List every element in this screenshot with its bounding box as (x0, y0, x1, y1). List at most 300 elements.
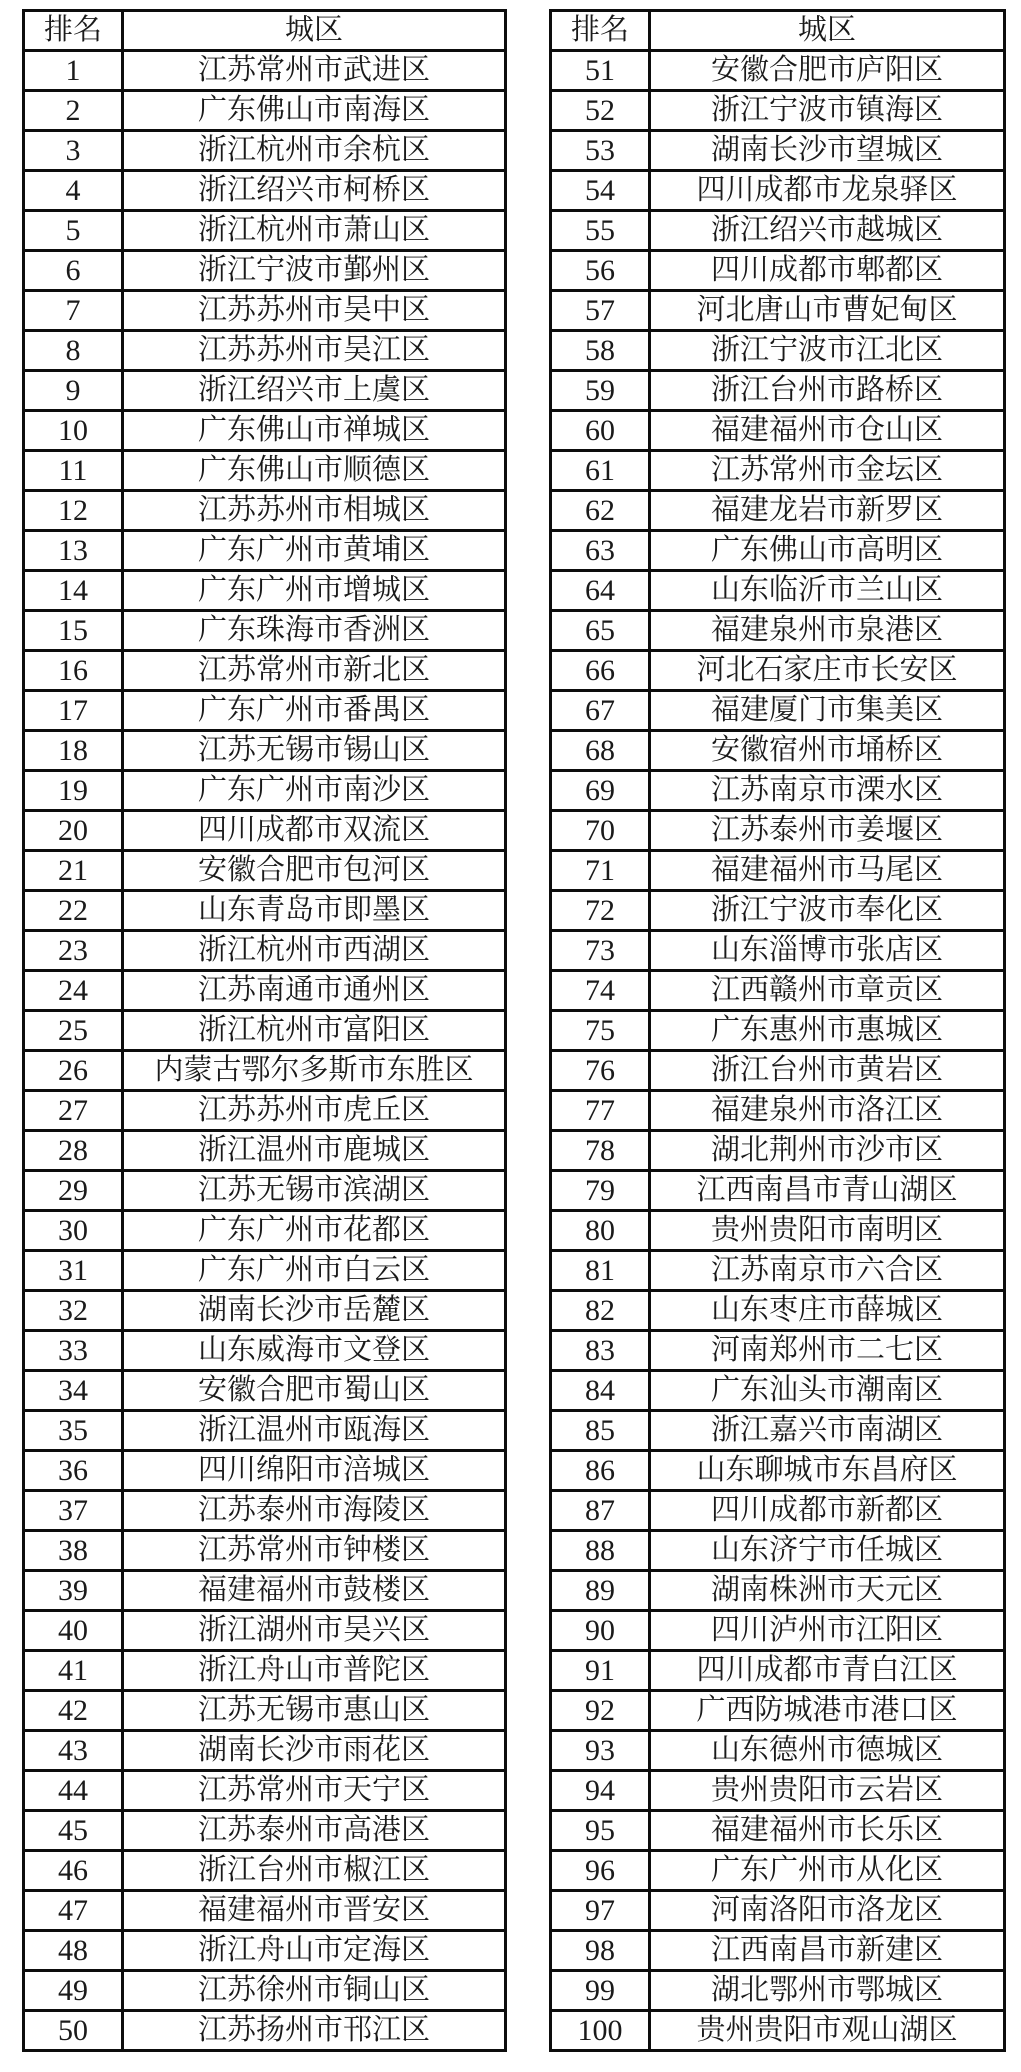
district-cell: 江苏南京市溧水区 (650, 771, 1005, 811)
rank-cell: 28 (24, 1131, 123, 1171)
district-cell: 浙江温州市鹿城区 (123, 1131, 506, 1171)
rank-cell: 88 (551, 1531, 650, 1571)
table-row (551, 651, 1005, 691)
district-cell: 福建泉州市泉港区 (650, 611, 1005, 651)
table-row (551, 731, 1005, 771)
table-row (551, 1731, 1005, 1771)
rank-cell: 79 (551, 1171, 650, 1211)
district-cell: 江苏常州市金坛区 (650, 451, 1005, 491)
district-cell: 浙江宁波市鄞州区 (123, 251, 506, 291)
table-row (24, 1291, 506, 1331)
district-cell: 广东广州市番禺区 (123, 691, 506, 731)
rank-cell: 17 (24, 691, 123, 731)
table-body (24, 51, 506, 2051)
rank-cell: 87 (551, 1491, 650, 1531)
district-cell: 贵州贵阳市观山湖区 (650, 2011, 1005, 2051)
district-cell: 安徽合肥市包河区 (123, 851, 506, 891)
district-cell: 四川成都市青白江区 (650, 1651, 1005, 1691)
rank-cell: 11 (24, 451, 123, 491)
table-row (24, 1051, 506, 1091)
table-row (24, 251, 506, 291)
district-cell: 浙江台州市路桥区 (650, 371, 1005, 411)
rank-cell: 76 (551, 1051, 650, 1091)
table-row (24, 1531, 506, 1571)
district-cell: 浙江宁波市镇海区 (650, 91, 1005, 131)
district-cell: 河北唐山市曹妃甸区 (650, 291, 1005, 331)
rank-cell: 33 (24, 1331, 123, 1371)
rank-cell: 83 (551, 1331, 650, 1371)
rank-cell: 46 (24, 1851, 123, 1891)
table-row (551, 771, 1005, 811)
district-cell: 江苏常州市天宁区 (123, 1771, 506, 1811)
rank-cell: 3 (24, 131, 123, 171)
district-cell: 江苏南京市六合区 (650, 1251, 1005, 1291)
district-cell: 江苏泰州市海陵区 (123, 1491, 506, 1531)
table-row (24, 211, 506, 251)
district-cell: 福建福州市鼓楼区 (123, 1571, 506, 1611)
table-row (24, 931, 506, 971)
district-cell: 江苏泰州市高港区 (123, 1811, 506, 1851)
table-row (24, 1771, 506, 1811)
table-row (24, 331, 506, 371)
district-cell: 江苏无锡市惠山区 (123, 1691, 506, 1731)
district-cell: 湖南长沙市雨花区 (123, 1731, 506, 1771)
district-cell: 广东广州市黄埔区 (123, 531, 506, 571)
district-cell: 江西南昌市青山湖区 (650, 1171, 1005, 1211)
table-row (551, 411, 1005, 451)
rank-cell: 63 (551, 531, 650, 571)
table-row (24, 731, 506, 771)
rank-cell: 93 (551, 1731, 650, 1771)
table-row (551, 851, 1005, 891)
district-cell: 贵州贵阳市南明区 (650, 1211, 1005, 1251)
table-row (551, 531, 1005, 571)
table-row (551, 1171, 1005, 1211)
table-row (24, 1891, 506, 1931)
district-cell: 浙江台州市黄岩区 (650, 1051, 1005, 1091)
table-row (551, 971, 1005, 1011)
rank-cell: 44 (24, 1771, 123, 1811)
table-row (24, 851, 506, 891)
rank-cell: 15 (24, 611, 123, 651)
table-row (551, 1411, 1005, 1451)
rank-cell: 32 (24, 1291, 123, 1331)
district-cell: 江苏徐州市铜山区 (123, 1971, 506, 2011)
table-row (551, 1211, 1005, 1251)
district-cell: 广东汕头市潮南区 (650, 1371, 1005, 1411)
district-cell: 江苏苏州市相城区 (123, 491, 506, 531)
district-cell: 浙江杭州市西湖区 (123, 931, 506, 971)
rank-cell: 45 (24, 1811, 123, 1851)
district-cell: 江苏泰州市姜堰区 (650, 811, 1005, 851)
table-row (24, 1931, 506, 1971)
table-row (24, 811, 506, 851)
table-row (24, 651, 506, 691)
district-cell: 山东青岛市即墨区 (123, 891, 506, 931)
table-row (551, 931, 1005, 971)
table-row (551, 611, 1005, 651)
table-row (551, 1931, 1005, 1971)
district-cell: 福建厦门市集美区 (650, 691, 1005, 731)
rank-cell: 27 (24, 1091, 123, 1131)
table-row (24, 2011, 506, 2051)
district-cell: 福建福州市仓山区 (650, 411, 1005, 451)
table-row (24, 1251, 506, 1291)
district-cell: 广东佛山市禅城区 (123, 411, 506, 451)
rank-cell: 70 (551, 811, 650, 851)
table-row (551, 1011, 1005, 1051)
rank-cell: 8 (24, 331, 123, 371)
rank-cell: 90 (551, 1611, 650, 1651)
district-cell: 福建福州市晋安区 (123, 1891, 506, 1931)
table-row (551, 331, 1005, 371)
table-row (551, 91, 1005, 131)
rank-cell: 52 (551, 91, 650, 131)
rank-cell: 69 (551, 771, 650, 811)
district-cell: 四川成都市龙泉驿区 (650, 171, 1005, 211)
rank-cell: 12 (24, 491, 123, 531)
table-row (24, 571, 506, 611)
rank-cell: 20 (24, 811, 123, 851)
district-cell: 河北石家庄市长安区 (650, 651, 1005, 691)
table-row (24, 1851, 506, 1891)
district-cell: 广东广州市白云区 (123, 1251, 506, 1291)
rank-cell: 89 (551, 1571, 650, 1611)
table-row (551, 211, 1005, 251)
table-row (24, 411, 506, 451)
rank-cell: 26 (24, 1051, 123, 1091)
district-cell: 山东枣庄市薛城区 (650, 1291, 1005, 1331)
table-row (551, 1331, 1005, 1371)
rank-cell: 55 (551, 211, 650, 251)
rank-cell: 16 (24, 651, 123, 691)
rank-cell: 66 (551, 651, 650, 691)
district-cell: 福建龙岩市新罗区 (650, 491, 1005, 531)
district-cell: 四川泸州市江阳区 (650, 1611, 1005, 1651)
rank-table-51-100 (549, 9, 1006, 2052)
district-cell: 江苏常州市新北区 (123, 651, 506, 691)
rank-cell: 96 (551, 1851, 650, 1891)
district-cell: 山东德州市德城区 (650, 1731, 1005, 1771)
table-row (551, 1531, 1005, 1571)
district-cell: 浙江绍兴市上虞区 (123, 371, 506, 411)
district-cell: 安徽宿州市埇桥区 (650, 731, 1005, 771)
rank-cell: 91 (551, 1651, 650, 1691)
rank-cell: 40 (24, 1611, 123, 1651)
table-row (24, 1651, 506, 1691)
district-cell: 江苏苏州市吴中区 (123, 291, 506, 331)
rank-cell: 64 (551, 571, 650, 611)
rank-cell: 37 (24, 1491, 123, 1531)
rank-cell: 23 (24, 931, 123, 971)
table-row (24, 1731, 506, 1771)
district-cell: 内蒙古鄂尔多斯市东胜区 (123, 1051, 506, 1091)
district-column-header: 城区 (123, 11, 506, 51)
district-cell: 山东济宁市任城区 (650, 1531, 1005, 1571)
table-row (551, 1651, 1005, 1691)
table-row (24, 291, 506, 331)
district-cell: 湖南株洲市天元区 (650, 1571, 1005, 1611)
district-cell: 山东临沂市兰山区 (650, 571, 1005, 611)
district-cell: 浙江绍兴市柯桥区 (123, 171, 506, 211)
rank-cell: 39 (24, 1571, 123, 1611)
rank-column-header: 排名 (24, 11, 123, 51)
district-cell: 广东惠州市惠城区 (650, 1011, 1005, 1051)
district-cell: 广西防城港市港口区 (650, 1691, 1005, 1731)
table-row (551, 811, 1005, 851)
district-column-header: 城区 (650, 11, 1005, 51)
district-cell: 福建福州市马尾区 (650, 851, 1005, 891)
table-row (24, 1611, 506, 1651)
table-row (24, 1971, 506, 2011)
rank-cell: 7 (24, 291, 123, 331)
table-row (24, 771, 506, 811)
district-cell: 浙江宁波市奉化区 (650, 891, 1005, 931)
table-row (24, 1091, 506, 1131)
rank-cell: 85 (551, 1411, 650, 1451)
table-row (24, 611, 506, 651)
rank-cell: 84 (551, 1371, 650, 1411)
table-row (24, 171, 506, 211)
district-cell: 江苏南通市通州区 (123, 971, 506, 1011)
district-cell: 浙江舟山市定海区 (123, 1931, 506, 1971)
table-header (551, 11, 1005, 51)
district-cell: 浙江宁波市江北区 (650, 331, 1005, 371)
rank-cell: 98 (551, 1931, 650, 1971)
table-row (551, 1291, 1005, 1331)
district-cell: 广东佛山市顺德区 (123, 451, 506, 491)
table-row (551, 1891, 1005, 1931)
rank-cell: 65 (551, 611, 650, 651)
rank-cell: 18 (24, 731, 123, 771)
table-row (551, 1091, 1005, 1131)
table-header (24, 11, 506, 51)
rank-cell: 60 (551, 411, 650, 451)
rank-cell: 74 (551, 971, 650, 1011)
table-row (24, 1211, 506, 1251)
rank-cell: 42 (24, 1691, 123, 1731)
table-row (24, 531, 506, 571)
table-row (24, 1171, 506, 1211)
district-cell: 湖北荆州市沙市区 (650, 1131, 1005, 1171)
table-row (24, 1571, 506, 1611)
district-cell: 浙江湖州市吴兴区 (123, 1611, 506, 1651)
table-row (551, 491, 1005, 531)
table-row (551, 371, 1005, 411)
rank-cell: 67 (551, 691, 650, 731)
rank-cell: 57 (551, 291, 650, 331)
district-cell: 浙江舟山市普陀区 (123, 1651, 506, 1691)
district-cell: 河南洛阳市洛龙区 (650, 1891, 1005, 1931)
district-cell: 四川绵阳市涪城区 (123, 1451, 506, 1491)
rank-cell: 49 (24, 1971, 123, 2011)
district-cell: 湖南长沙市岳麓区 (123, 1291, 506, 1331)
table-row (551, 291, 1005, 331)
district-cell: 浙江温州市瓯海区 (123, 1411, 506, 1451)
district-cell: 浙江杭州市富阳区 (123, 1011, 506, 1051)
rank-cell: 95 (551, 1811, 650, 1851)
table-row (551, 1571, 1005, 1611)
rank-cell: 58 (551, 331, 650, 371)
district-cell: 广东广州市花都区 (123, 1211, 506, 1251)
table-row (551, 891, 1005, 931)
rank-cell: 47 (24, 1891, 123, 1931)
rank-cell: 56 (551, 251, 650, 291)
table-row (24, 1331, 506, 1371)
district-cell: 山东威海市文登区 (123, 1331, 506, 1371)
district-cell: 四川成都市双流区 (123, 811, 506, 851)
rank-cell: 94 (551, 1771, 650, 1811)
rank-cell: 97 (551, 1891, 650, 1931)
rank-cell: 6 (24, 251, 123, 291)
rank-cell: 25 (24, 1011, 123, 1051)
rank-cell: 86 (551, 1451, 650, 1491)
table-row (24, 891, 506, 931)
table-row (551, 1811, 1005, 1851)
table-row (551, 1371, 1005, 1411)
district-cell: 广东广州市南沙区 (123, 771, 506, 811)
rank-cell: 35 (24, 1411, 123, 1451)
table-row (24, 1451, 506, 1491)
table-row (551, 131, 1005, 171)
table-row (24, 1491, 506, 1531)
rank-column-header: 排名 (551, 11, 650, 51)
rank-cell: 82 (551, 1291, 650, 1331)
table-row (24, 1691, 506, 1731)
district-cell: 江苏常州市钟楼区 (123, 1531, 506, 1571)
rank-cell: 100 (551, 2011, 650, 2051)
table-row (551, 2011, 1005, 2051)
rank-cell: 80 (551, 1211, 650, 1251)
rank-cell: 81 (551, 1251, 650, 1291)
rank-cell: 77 (551, 1091, 650, 1131)
rank-cell: 1 (24, 51, 123, 91)
district-cell: 安徽合肥市庐阳区 (650, 51, 1005, 91)
rank-cell: 4 (24, 171, 123, 211)
rank-cell: 75 (551, 1011, 650, 1051)
rank-cell: 51 (551, 51, 650, 91)
table-row (24, 691, 506, 731)
table-row (24, 371, 506, 411)
rank-table-1-50 (22, 9, 507, 2052)
rank-cell: 61 (551, 451, 650, 491)
rank-cell: 43 (24, 1731, 123, 1771)
district-cell: 山东聊城市东昌府区 (650, 1451, 1005, 1491)
table-row (24, 1371, 506, 1411)
table-row (551, 1851, 1005, 1891)
rank-cell: 14 (24, 571, 123, 611)
rank-cell: 48 (24, 1931, 123, 1971)
district-cell: 福建福州市长乐区 (650, 1811, 1005, 1851)
district-cell: 广东佛山市高明区 (650, 531, 1005, 571)
district-cell: 贵州贵阳市云岩区 (650, 1771, 1005, 1811)
table-row (551, 1251, 1005, 1291)
rank-cell: 9 (24, 371, 123, 411)
district-cell: 福建泉州市洛江区 (650, 1091, 1005, 1131)
table-row (551, 1051, 1005, 1091)
table-row (24, 91, 506, 131)
district-cell: 河南郑州市二七区 (650, 1331, 1005, 1371)
district-cell: 江苏苏州市虎丘区 (123, 1091, 506, 1131)
rank-cell: 36 (24, 1451, 123, 1491)
table-row (551, 51, 1005, 91)
district-cell: 山东淄博市张店区 (650, 931, 1005, 971)
district-cell: 四川成都市新都区 (650, 1491, 1005, 1531)
table-row (24, 51, 506, 91)
rank-cell: 73 (551, 931, 650, 971)
table-row (24, 1011, 506, 1051)
district-cell: 湖南长沙市望城区 (650, 131, 1005, 171)
table-row (24, 1131, 506, 1171)
rank-cell: 41 (24, 1651, 123, 1691)
rank-cell: 5 (24, 211, 123, 251)
rank-cell: 99 (551, 1971, 650, 2011)
district-cell: 江苏无锡市滨湖区 (123, 1171, 506, 1211)
rank-cell: 30 (24, 1211, 123, 1251)
rank-cell: 50 (24, 2011, 123, 2051)
table-row (551, 171, 1005, 211)
rank-cell: 53 (551, 131, 650, 171)
table-row (551, 1691, 1005, 1731)
rank-cell: 71 (551, 851, 650, 891)
table-row (24, 451, 506, 491)
table-row (551, 1971, 1005, 2011)
district-cell: 湖北鄂州市鄂城区 (650, 1971, 1005, 2011)
rank-cell: 13 (24, 531, 123, 571)
header-row (551, 11, 1005, 51)
rank-cell: 21 (24, 851, 123, 891)
rank-cell: 54 (551, 171, 650, 211)
rank-cell: 78 (551, 1131, 650, 1171)
rank-cell: 10 (24, 411, 123, 451)
rank-cell: 38 (24, 1531, 123, 1571)
rank-cell: 92 (551, 1691, 650, 1731)
rank-cell: 19 (24, 771, 123, 811)
table-row (551, 1131, 1005, 1171)
district-cell: 浙江绍兴市越城区 (650, 211, 1005, 251)
table-row (551, 571, 1005, 611)
district-cell: 江苏无锡市锡山区 (123, 731, 506, 771)
rank-cell: 31 (24, 1251, 123, 1291)
table-row (551, 1611, 1005, 1651)
district-cell: 浙江杭州市余杭区 (123, 131, 506, 171)
table-row (24, 1811, 506, 1851)
table-row (551, 1491, 1005, 1531)
district-cell: 广东广州市从化区 (650, 1851, 1005, 1891)
district-cell: 江苏苏州市吴江区 (123, 331, 506, 371)
district-cell: 四川成都市郫都区 (650, 251, 1005, 291)
table-row (24, 131, 506, 171)
table-row (551, 691, 1005, 731)
district-cell: 江苏扬州市邗江区 (123, 2011, 506, 2051)
rank-cell: 34 (24, 1371, 123, 1411)
rank-cell: 22 (24, 891, 123, 931)
table-row (24, 971, 506, 1011)
rank-cell: 24 (24, 971, 123, 1011)
rank-cell: 72 (551, 891, 650, 931)
district-cell: 江苏常州市武进区 (123, 51, 506, 91)
table-row (551, 1451, 1005, 1491)
table-row (24, 1411, 506, 1451)
table-body (551, 51, 1005, 2051)
rank-cell: 2 (24, 91, 123, 131)
district-cell: 安徽合肥市蜀山区 (123, 1371, 506, 1411)
rank-cell: 59 (551, 371, 650, 411)
district-cell: 广东广州市增城区 (123, 571, 506, 611)
table-row (551, 1771, 1005, 1811)
table-row (551, 251, 1005, 291)
district-cell: 广东珠海市香洲区 (123, 611, 506, 651)
